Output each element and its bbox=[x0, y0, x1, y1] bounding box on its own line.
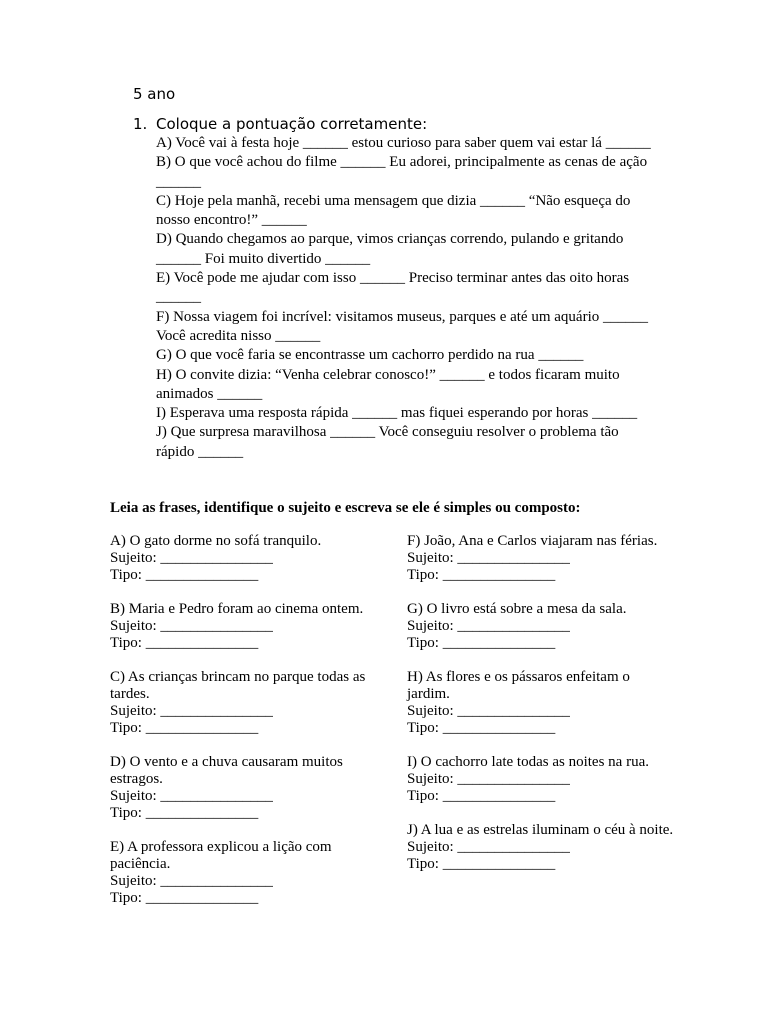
punctuation-item-c: C) Hoje pela manhã, recebi uma mensagem que dizia ______ “Não esqueça do nosso encontro!” ______ bbox=[156, 192, 631, 229]
exercise-sentence: F) João, Ana e Carlos viajaram nas férias. bbox=[407, 533, 658, 549]
tipo-line: Tipo: _______________ bbox=[110, 805, 259, 821]
punctuation-item-f: F) Nossa viagem foi incrível: visitamos museus, parques e até um aquário ______ Você acredita nisso ______ bbox=[156, 308, 648, 344]
tipo-line: Tipo: _______________ bbox=[110, 890, 259, 906]
subject-exercise-f bbox=[407, 533, 675, 584]
sujeito-line: Sujeito: _______________ bbox=[407, 618, 570, 634]
exercise-sentence: D) O vento e a chuva causaram muitos estragos. bbox=[110, 754, 343, 787]
exercise-sentence: J) A lua e as estrelas iluminam o céu à noite. bbox=[407, 822, 674, 838]
tipo-line: Tipo: _______________ bbox=[110, 720, 259, 736]
exercise-column-right bbox=[407, 533, 675, 873]
punctuation-item-g: G) O que você faria se encontrasse um cachorro perdido na rua ______ bbox=[156, 347, 584, 364]
subject-exercise-e bbox=[110, 839, 378, 907]
section-2-title: Leia as frases, identifique o sujeito e escreva se ele é simples ou composto: bbox=[110, 500, 581, 516]
grade-label: 5 ano bbox=[133, 85, 176, 103]
punctuation-item-d: D) Quando chegamos ao parque, vimos crianças correndo, pulando e gritando ______ Foi muito divertido ______ bbox=[156, 231, 624, 267]
exercise-sentence: A) O gato dorme no sofá tranquilo. bbox=[110, 533, 322, 549]
tipo-line: Tipo: _______________ bbox=[407, 720, 556, 736]
subject-exercise-b bbox=[110, 601, 378, 652]
exercise-sentence: B) Maria e Pedro foram ao cinema ontem. bbox=[110, 601, 364, 617]
question-1-title: Coloque a pontuação corretamente: bbox=[156, 115, 428, 133]
subject-exercise-c bbox=[110, 669, 378, 737]
tipo-line: Tipo: _______________ bbox=[407, 635, 556, 651]
exercise-sentence: H) As flores e os pássaros enfeitam o jardim. bbox=[407, 669, 630, 702]
question-1-number: 1. bbox=[133, 115, 148, 133]
sujeito-line: Sujeito: _______________ bbox=[407, 839, 570, 855]
punctuation-item-a: A) Você vai à festa hoje ______ estou curioso para saber quem vai estar lá ______ bbox=[156, 135, 651, 151]
sujeito-line: Sujeito: _______________ bbox=[110, 873, 273, 889]
punctuation-item-e: E) Você pode me ajudar com isso ______ Preciso terminar antes das oito horas ______ bbox=[156, 270, 630, 306]
tipo-line: Tipo: _______________ bbox=[407, 856, 556, 872]
subject-exercise-g bbox=[407, 601, 675, 652]
subject-exercise-h bbox=[407, 669, 675, 737]
sujeito-line: Sujeito: _______________ bbox=[407, 771, 570, 787]
exercise-sentence: I) O cachorro late todas as noites na rua. bbox=[407, 754, 649, 770]
sujeito-line: Sujeito: _______________ bbox=[110, 550, 273, 566]
sujeito-line: Sujeito: _______________ bbox=[110, 703, 273, 719]
sujeito-line: Sujeito: _______________ bbox=[407, 703, 570, 719]
exercise-sentence: C) As crianças brincam no parque todas as tardes. bbox=[110, 669, 366, 702]
punctuation-item-j: J) Que surpresa maravilhosa ______ Você conseguiu resolver o problema tão rápido ______ bbox=[156, 424, 619, 460]
tipo-line: Tipo: _______________ bbox=[110, 567, 259, 583]
exercise-column-left bbox=[110, 533, 378, 907]
sujeito-line: Sujeito: _______________ bbox=[407, 550, 570, 566]
exercise-sentence: G) O livro está sobre a mesa da sala. bbox=[407, 601, 627, 617]
punctuation-item-b: B) O que você achou do filme ______ Eu adorei, principalmente as cenas de ação ______ bbox=[156, 154, 648, 190]
exercise-sentence: E) A professora explicou a lição com paciência. bbox=[110, 839, 332, 872]
sujeito-line: Sujeito: _______________ bbox=[110, 618, 273, 634]
tipo-line: Tipo: _______________ bbox=[407, 567, 556, 583]
subject-exercise-d bbox=[110, 754, 378, 822]
punctuation-item-i: I) Esperava uma resposta rápida ______ mas fiquei esperando por horas ______ bbox=[156, 405, 638, 422]
question-1-items bbox=[156, 134, 656, 462]
punctuation-item-h: H) O convite dizia: “Venha celebrar conosco!” ______ e todos ficaram muito animados ______ bbox=[156, 366, 620, 402]
subject-exercise-j bbox=[407, 822, 675, 873]
tipo-line: Tipo: _______________ bbox=[407, 788, 556, 804]
subject-exercise-i bbox=[407, 754, 675, 805]
subject-exercise-a bbox=[110, 533, 378, 584]
tipo-line: Tipo: _______________ bbox=[110, 635, 259, 651]
sujeito-line: Sujeito: _______________ bbox=[110, 788, 273, 804]
